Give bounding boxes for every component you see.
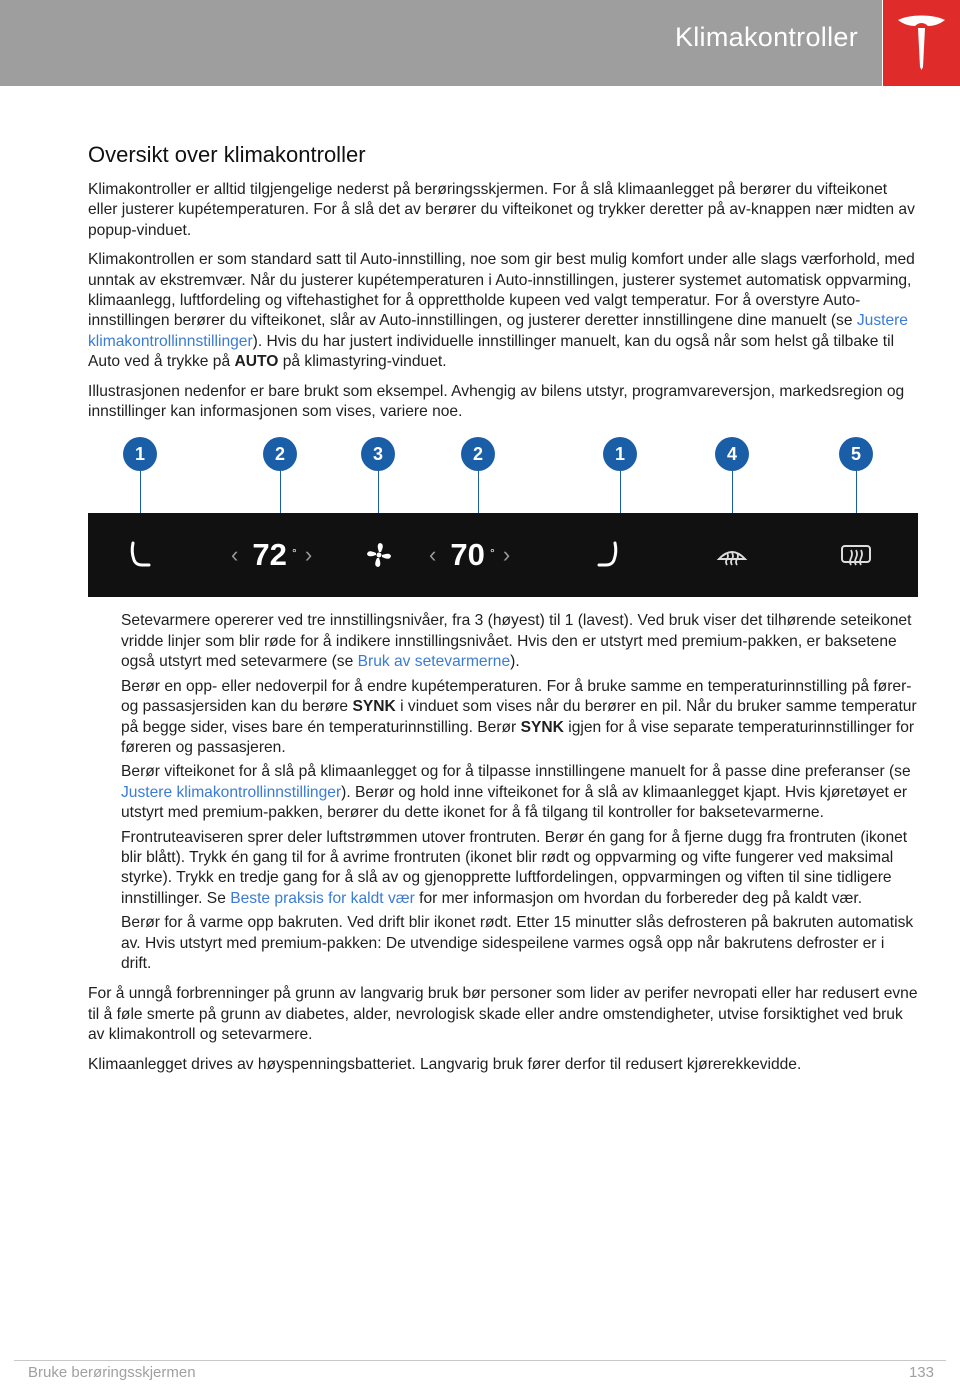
callout-2-right: 2 bbox=[461, 437, 495, 471]
front-defrost-button[interactable] bbox=[716, 513, 748, 597]
item-5-rear-defrost: Berør for å varme opp bakruten. Ved drift blir ikonet rødt. Etter 15 minutter slås defrosteren på bakruten automatisk av. Hvis utstyrt med premium-pakken: De utvendige sidespeilene varmes også opp når bakrutens defroster er i drift. bbox=[121, 914, 914, 972]
brand-logo bbox=[883, 0, 960, 86]
text-run: igjen for å vise separate temperaturinnstillinger for føreren og passasjeren. bbox=[121, 718, 915, 756]
callout-5: 5 bbox=[839, 437, 873, 471]
tesla-logo-icon bbox=[896, 12, 947, 72]
section-heading: Oversikt over klimakontroller bbox=[88, 142, 366, 167]
link-climate-settings[interactable]: Justere klimakontrollinnstillinger bbox=[88, 312, 908, 350]
callout-line bbox=[856, 471, 857, 513]
passenger-seat-heater-button[interactable] bbox=[596, 513, 620, 597]
callout-1-right: 1 bbox=[603, 437, 637, 471]
temp-number: 72 bbox=[252, 537, 287, 573]
seat-icon bbox=[128, 540, 152, 570]
auto-label: AUTO bbox=[234, 353, 279, 371]
callout-line bbox=[280, 471, 281, 513]
item-3-fan bbox=[121, 762, 918, 823]
link-cold-weather[interactable]: Beste praksis for kaldt vær bbox=[230, 889, 415, 907]
callout-2-left: 2 bbox=[263, 437, 297, 471]
text-run: ). bbox=[510, 653, 520, 671]
illustration-note: Illustrasjonen nedenfor er bare brukt som eksempel. Avhengig av bilens utstyr, programvareversjon, markedsregion og innstillinger kan informasjonen som vises, variere noe. bbox=[88, 382, 905, 421]
climate-control-bar bbox=[88, 513, 918, 597]
range-paragraph: Klimaanlegget drives av høyspenningsbatteriet. Langvarig bruk fører derfor til redusert kjørerekkevidde. bbox=[88, 1055, 802, 1073]
page-title: Klimakontroller bbox=[674, 22, 858, 52]
degree-sign: ° bbox=[490, 546, 495, 561]
text-run: for mer informasjon om hvordan du forbereder deg på kaldt vær. bbox=[414, 889, 863, 907]
temp-down-arrow[interactable]: ‹ bbox=[429, 542, 437, 568]
fan-icon bbox=[365, 541, 393, 569]
callout-4: 4 bbox=[715, 437, 749, 471]
page-number: 133 bbox=[908, 1364, 934, 1381]
callout-line bbox=[478, 471, 479, 513]
item-2-temperature bbox=[121, 677, 918, 759]
temp-number: 70 bbox=[450, 537, 485, 573]
intro-paragraph: Klimakontroller er alltid tilgjengelige nederst på berøringsskjermen. For å slå klimaanlegget på berører du vifteikonet eller justerer kupétemperaturen. For å slå det av berører du vifteikonet og trykker deretter på av-knappen nær midten av popup-vinduet. bbox=[88, 181, 915, 239]
footer-divider bbox=[14, 1360, 946, 1361]
text-run: på klimastyring-vinduet. bbox=[278, 353, 447, 371]
callout-line bbox=[378, 471, 379, 513]
fan-button[interactable] bbox=[365, 513, 393, 597]
temp-up-arrow[interactable]: › bbox=[502, 542, 511, 568]
text-run: ). Berør og hold inne vifteikonet for å slå av klimaanlegget kjapt. Hvis kjøretøyet er utstyrt med premium-pakken, berører du dette ikonet for å få tilgang til kontroller for baksetevarmerne. bbox=[121, 783, 908, 822]
callout-line bbox=[140, 471, 141, 513]
text-run: ). Hvis du har justert individuelle innstillinger manuelt, kan du også når som helst gå tilbake til Auto ved å trykke på bbox=[88, 332, 895, 371]
footer-section: Bruke berøringsskjermen bbox=[28, 1364, 196, 1381]
callout-1-left: 1 bbox=[123, 437, 157, 471]
link-seat-heaters[interactable]: Bruk av setevarmerne bbox=[357, 653, 511, 671]
link-climate-settings[interactable]: Justere klimakontrollinnstillinger bbox=[121, 783, 342, 801]
text-run: Klimakontrollen er som standard satt til Auto-innstilling, noe som gir best mulig komfort under alle slags værforhold, med unntak av ekstremvær. Når du justerer kupétemperaturen i Auto-innstillingen, justerer systemet automatisk oppvarming, klimaanlegg, luftfordeling og viftehastighet for å opprettholde kupeen ved valgt temperatur. For å overstyre Auto-innstillingen berører du vifteikonet, slår av Auto-innstillingen, og justerer deretter innstillingene dine manuelt (se bbox=[88, 251, 915, 330]
driver-seat-heater-button[interactable] bbox=[128, 513, 152, 597]
front-defrost-icon bbox=[716, 543, 748, 567]
text-run: Setevarmere opererer ved tre innstillingsnivåer, fra 3 (høyest) til 1 (lavest). Ved bruk viser det tilhørende seteikonet vridde linjer som blir røde for å indikere innstillingsnivået. Hvis den er utstyrt med premium-pakken, er baksetene også utstyrt med setevarmere (se bbox=[121, 612, 912, 671]
item-descriptions bbox=[88, 611, 918, 974]
page-header bbox=[0, 0, 882, 86]
passenger-temp-value bbox=[450, 537, 495, 573]
item-4-front-defrost bbox=[121, 828, 918, 910]
synk-label: SYNK bbox=[520, 718, 564, 736]
callout-line bbox=[620, 471, 621, 513]
main-content bbox=[88, 140, 918, 1084]
rear-defrost-button[interactable] bbox=[840, 513, 872, 597]
rear-defrost-icon bbox=[840, 543, 872, 567]
auto-paragraph bbox=[88, 250, 918, 372]
text-run: Berør vifteikonet for å slå på klimaanlegget og for å tilpasse innstillingene manuelt for å passe dine preferanser (se bbox=[121, 763, 911, 781]
degree-sign: ° bbox=[292, 546, 297, 561]
text-run: Frontruteaviseren sprer deler luftstrømmen utover frontruten. Berør én gang for å fjerne dugg fra frontruten (ikonet blir blått). Trykk én gang til for å avrime frontruten (ikonet blir rødt og oppvarming og vifte fungerer ved maksimal styrke). Trykk en tredje gang for å slå av og gjenopprette luftfordelingen, oppvarmingen og viften til sine tidligere innstillinger. Se bbox=[121, 828, 908, 907]
callout-line bbox=[732, 471, 733, 513]
passenger-temp-control bbox=[429, 513, 510, 597]
item-1-seat-heaters bbox=[121, 611, 918, 672]
seat-icon bbox=[596, 540, 620, 570]
driver-temp-control bbox=[231, 513, 312, 597]
temp-down-arrow[interactable]: ‹ bbox=[231, 542, 239, 568]
callout-3: 3 bbox=[361, 437, 395, 471]
synk-label: SYNK bbox=[352, 698, 396, 716]
driver-temp-value bbox=[252, 537, 297, 573]
text-run: Berør en opp- eller nedoverpil for å endre kupétemperaturen. For å bruke samme en temperaturinnstilling på fører- og passasjersiden kan du berøre bbox=[121, 677, 912, 716]
temp-up-arrow[interactable]: › bbox=[304, 542, 313, 568]
climate-controls-diagram bbox=[88, 437, 918, 597]
text-run: i vinduet som vises når du berører en pil. Når du bruker samme temperatur på begge sider, vises bare én temperaturinnstilling. Berør bbox=[121, 698, 917, 736]
warning-paragraph: For å unngå forbrenninger på grunn av langvarig bruk bør personer som lider av perifer nevropati eller har redusert evne til å føle smerte på grunn av diabetes, alder, nevrologisk skade eller andre omstendigheter, utvise forsiktighet ved bruk av klimakontroll og setevarmere. bbox=[88, 985, 918, 1044]
